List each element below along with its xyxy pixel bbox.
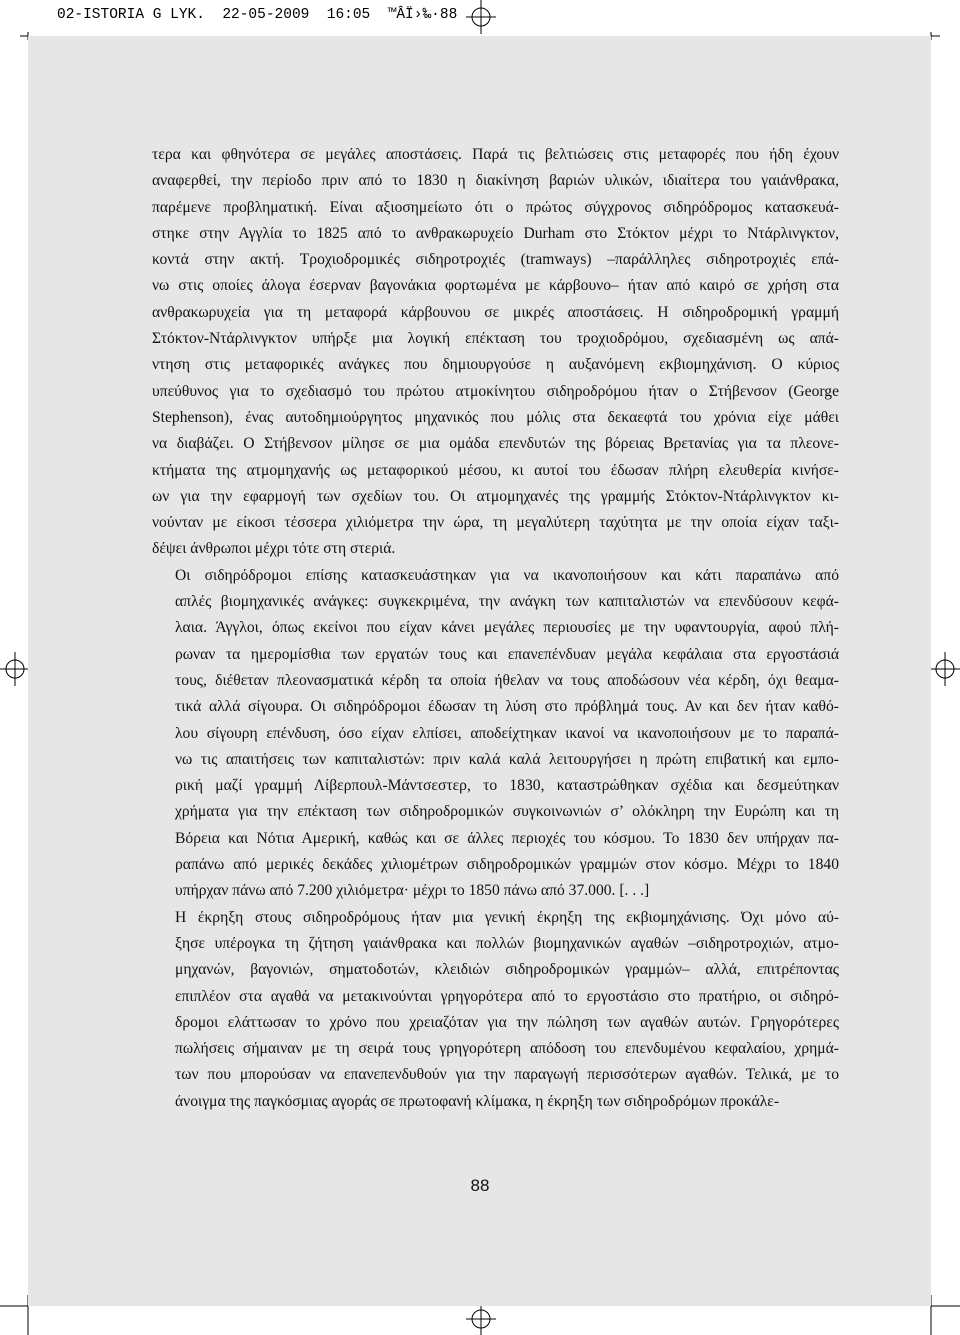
text-line: τικά αλλά σίγουρα. Οι σιδηρόδρομοι έδωσαν τη λύση στο πρόβλημά τους. Αν και δεν ήταν καθό-	[175, 698, 839, 716]
text-line: τερα και φθηνότερα σε μεγάλες αποστάσεις. Παρά τις βελτιώσεις στις μεταφορές που ήδη έχουν	[152, 146, 839, 163]
text-line: δέψει άνθρωποι μέχρι τότε στη στεριά.	[152, 540, 396, 558]
registration-mark-right-icon	[930, 652, 960, 686]
crop-mark-top-right-icon	[920, 0, 960, 40]
text-line: των που μπορούσαν να επανεπενδυθούν για την παραγωγή περισσότερων αγαθών. Τελικά, με το	[175, 1066, 839, 1084]
text-line: Οι σιδηρόδρομοι επίσης κατασκευάστηκαν για να ικανοποιήσουν και κάτι παραπάνω από	[175, 566, 839, 584]
text-line: ρωναν τα ημερομίσθια των εργατών τους και επανεπένδυαν μεγάλα κεφάλαια στα εργοστάσιά	[175, 645, 839, 663]
registration-mark-left-icon	[0, 652, 30, 686]
text-line: μηχανών, βαγονιών, σηματοδοτών, κλειδιών σιδηροδρομικών γραμμών– αλλά, επιτρέποντας	[175, 961, 839, 979]
body-text	[152, 142, 839, 1115]
text-line: λου σίγουρη επένδυση, όσο είχαν ελπίσει, αποδείχτηκαν ικανοί να ικανοποιήσουν με το παραπά-	[175, 724, 839, 742]
text-line: παρέμενε προβληματική. Είναι αξιοσημείωτο ότι ο πρώτος σύγχρονος σιδηρόδρομος κατασκευά-	[152, 198, 839, 216]
text-line: κτήματα της ατμομηχανής ως μεταφορικού μέσου, κι αυτοί του έδωσαν πλήρη ελευθερία κινήσε-	[152, 461, 839, 479]
text-line: ρική μαζί γραμμή Λίβερπουλ-Μάντσεστερ, το 1830, καταστρώθηκαν σχέδια και δεσμεύτηκαν	[175, 777, 839, 795]
text-line: νω στις οποίες άλογα έσερναν βαγονάκια φορτωμένα με κάρβουνο– ήταν από καιρό σε χρήση στα	[152, 277, 839, 295]
text-line: ων για την εφαρμογή των σχεδίων του. Οι ατμομηχανές της γραμμής Στόκτον-Ντάρλινγκτον κι-	[152, 487, 839, 505]
text-line: δρομοι ελάττωσαν το χρόνο που χρειαζόταν για την πώληση των αγαθών αυτών. Γρηγορότερες	[175, 1013, 839, 1031]
text-line: επιπλέον στα αγαθά να μετακινούνται γρηγορότερα από το εργοστάσιο στο πρατήριο, οι σιδηρό-	[175, 987, 839, 1005]
text-line: τους, διέθεταν πλεονασματικά κέρδη τα οποία ήθελαν να τους αποδώσουν νέα κέρδη, όχι θεαμα-	[175, 671, 839, 689]
text-line: πωλήσεις σήμαιναν με τη σειρά τους γρηγορότερη απόδοση του επενδυμένου κεφαλαίου, χρημά-	[175, 1040, 839, 1058]
text-line: στηκε στην Αγγλία το 1825 από το ανθρακωρυχείο Durham στο Στόκτον μέχρι το Ντάρλινγκτον,	[152, 224, 839, 242]
text-line: απλές βιομηχανικές ανάγκες: συγκεκριμένα, την ανάγκη των καπιταλιστών να επενδύσουν κεφά-	[175, 593, 839, 611]
text-line: Stephenson), ένας αυτοδημιούργητος μηχανικός που μόλις στα δεκαεφτά του χρόνια είχε μάθει	[152, 408, 839, 426]
text-line: ανθρακωρυχεία για τη μεταφορά κάρβουνου σε μικρές αποστάσεις. Η σιδηροδρομική γραμμή	[152, 303, 839, 321]
text-line: νούνταν με είκοσι τέσσερα χιλιόμετρα την ώρα, τη μεγαλύτερη ταχύτητα με την οποία είχαν ταξι-	[152, 514, 839, 532]
text-line: ραπάνω από μερικές δεκάδες χιλιομέτρων σιδηροδρομικών γραμμών στον κόσμο. Μέχρι το 1840	[175, 856, 839, 874]
text-line: νω τις απαιτήσεις των καπιταλιστών: πριν καλά καλά λειτουργήσει η πρώτη επιβατική και εμπο-	[175, 750, 839, 768]
registration-mark-bottom-icon	[466, 1303, 496, 1335]
paragraph-3	[152, 905, 839, 1115]
text-line: Βόρεια και Νότια Αμερική, καθώς και σε άλλες περιοχές του κόσμου. Το 1830 δεν υπήρχαν πα-	[175, 829, 839, 847]
text-line: Στόκτον-Ντάρλινγκτον υπήρξε μια λογική επέκταση του τροχιοδρόμου, σχεδιασμένη ως απά-	[152, 330, 839, 348]
text-line: να διαβάζει. Ο Στήβενσον μίλησε σε μια ομάδα επενδυτών της βόρειας Βρετανίας για τα πλεονε-	[152, 435, 839, 453]
text-line: άνοιγμα της παγκόσμιας αγοράς σε πρωτοφανή κλίμακα, η έκρηξη των σιδηροδρόμων προκάλε-	[175, 1092, 780, 1110]
text-line: χρήματα για την επέκταση των σιδηροδρομικών συγκοινωνιών σ’ ολόκληρη την Ευρώπη και τη	[175, 803, 839, 821]
text-line: Η έκρηξη στους σιδηροδρόμους ήταν μια γενική έκρηξη της εκβιομηχάνισης. Όχι μόνο αύ-	[175, 908, 839, 926]
text-line: ξησε υπέρογκα τη ζήτηση γαιάνθρακα και πολλών βιομηχανικών αγαθών –σιδηροτροχιών, ατμο-	[175, 934, 839, 952]
crop-mark-top-left-icon	[0, 0, 40, 40]
text-line: κοντά στην ακτή. Τροχιοδρομικές σιδηροτροχιές (tramways) –παράλληλες σιδηροτροχιές επά-	[152, 251, 839, 269]
slug-text: 02-ISTORIA G LYK. 22-05-2009 16:05 ™ÂÏ›‰·88	[57, 7, 458, 23]
text-line: υπεύθυνος για το σχεδιασμό του πρώτου ατμοκίνητου σιδηροδρόμου ήταν ο Στήβενσον (George	[152, 382, 839, 400]
text-line: αναφερθεί, την περίοδο πριν από το 1830 η διακίνηση βαριών υλικών, ιδιαίτερα του γαιάνθρακα,	[152, 172, 839, 190]
paragraph-2	[152, 563, 839, 905]
text-line: λαια. Άγγλοι, όπως εκείνοι που είχαν κάνει μεγάλες περιουσίες με την υφαντουργία, αφού πλή-	[175, 619, 839, 637]
text-line: ντηση στις μεταφορικές ανάγκες που δημιουργούσε η αυξανόμενη εκβιομηχάνιση. Ο κύριος	[152, 356, 839, 374]
registration-mark-top-icon	[466, 0, 496, 34]
paragraph-1	[152, 142, 839, 563]
page-number: 88	[470, 1176, 490, 1195]
text-line: υπήρχαν πάνω από 7.200 χιλιόμετρα· μέχρι το 1850 πάνω από 37.000. [. . .]	[175, 882, 650, 900]
